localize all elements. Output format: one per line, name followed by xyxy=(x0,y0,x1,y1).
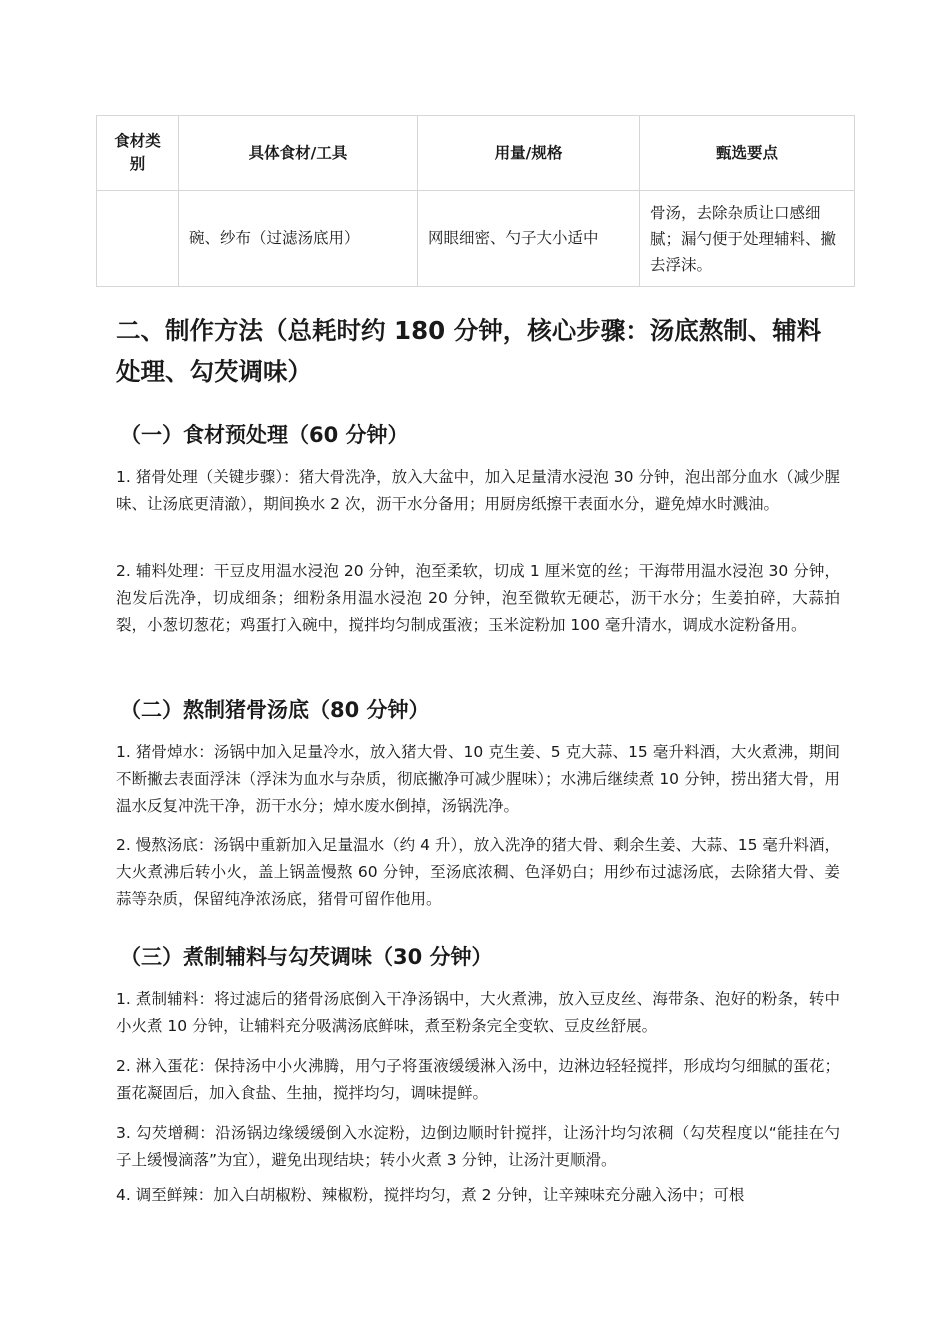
paragraph: 3. 勾芡增稠：沿汤锅边缘缓缓倒入水淀粉，边倒边顺时针搅拌，让汤汁均匀浓稠（勾芡程度以“能挂在勺子上缓慢滴落”为宜），避免出现结块；转小火煮 3 分钟，让汤汁更顺滑。 xyxy=(116,1124,840,1169)
paragraph: 1. 煮制辅料：将过滤后的猪骨汤底倒入干净汤锅中，大火煮沸，放入豆皮丝、海带条、泡好的粉条，转中小火煮 10 分钟，让辅料充分吸满汤底鲜味，煮至粉条完全变软、豆皮丝舒展。 xyxy=(116,990,840,1035)
cell-spec: 网眼细密、勺子大小适中 xyxy=(418,191,640,287)
paragraph: 2. 慢熬汤底：汤锅中重新加入足量温水（约 4 升），放入洗净的猪大骨、剩余生姜、大蒜、15 毫升料酒，大火煮沸后转小火，盖上锅盖慢熬 60 分钟，至汤底浓稠、色泽奶白；用纱布过滤汤底，去除猪大骨、姜蒜等杂质，保留纯净浓汤底，猪骨可留作他用。 xyxy=(116,836,840,908)
table-header-row xyxy=(97,116,855,191)
paragraph: 1. 猪骨处理（关键步骤）：猪大骨洗净，放入大盆中，加入足量清水浸泡 30 分钟，泡出部分血水（减少腥味、让汤底更清澈），期间换水 2 次，沥干水分备用；用厨房纸擦干表面水分，避免焯水时溅油。 xyxy=(116,468,840,513)
header-spec: 用量/规格 xyxy=(418,116,640,191)
cell-category xyxy=(97,191,179,287)
header-item: 具体食材/工具 xyxy=(179,116,418,191)
table-row xyxy=(97,191,855,287)
section-title: 二、制作方法（总耗时约 180 分钟，核心步骤：汤底熬制、辅料处理、勾芡调味） xyxy=(116,316,822,386)
subsection-title: （三）煮制辅料与勾芡调味（30 分钟） xyxy=(120,945,493,969)
header-category: 食材类别 xyxy=(97,116,179,191)
header-tip: 甄选要点 xyxy=(640,116,855,191)
paragraph: 4. 调至鲜辣：加入白胡椒粉、辣椒粉，搅拌均匀，煮 2 分钟，让辛辣味充分融入汤中；可根 xyxy=(116,1186,745,1204)
subsection-title: （一）食材预处理（60 分钟） xyxy=(120,423,409,447)
cell-tip: 骨汤，去除杂质让口感细腻；漏勺便于处理辅料、撇去浮沫。 xyxy=(640,191,855,287)
ingredients-table xyxy=(96,115,855,287)
paragraph: 1. 猪骨焯水：汤锅中加入足量冷水，放入猪大骨、10 克生姜、5 克大蒜、15 毫升料酒，大火煮沸，期间不断撇去表面浮沫（浮沫为血水与杂质，彻底撇净可减少腥味）；水沸后继续煮 10 分钟，捞出猪大骨，用温水反复冲洗干净，沥干水分；焯水废水倒掉，汤锅洗净。 xyxy=(116,743,840,815)
paragraph: 2. 淋入蛋花：保持汤中小火沸腾，用勺子将蛋液缓缓淋入汤中，边淋边轻轻搅拌，形成均匀细腻的蛋花；蛋花凝固后，加入食盐、生抽，搅拌均匀，调味提鲜。 xyxy=(116,1057,840,1102)
cell-item: 碗、纱布（过滤汤底用） xyxy=(179,191,418,287)
subsection-title: （二）熬制猪骨汤底（80 分钟） xyxy=(120,698,430,722)
paragraph: 2. 辅料处理：干豆皮用温水浸泡 20 分钟，泡至柔软，切成 1 厘米宽的丝；干海带用温水浸泡 30 分钟，泡发后洗净，切成细条；细粉条用温水浸泡 20 分钟，泡至微软无硬芯，沥干水分；生姜拍碎，大蒜拍裂，小葱切葱花；鸡蛋打入碗中，搅拌均匀制成蛋液；玉米淀粉加 100 毫升清水，调成水淀粉备用。 xyxy=(116,562,840,634)
